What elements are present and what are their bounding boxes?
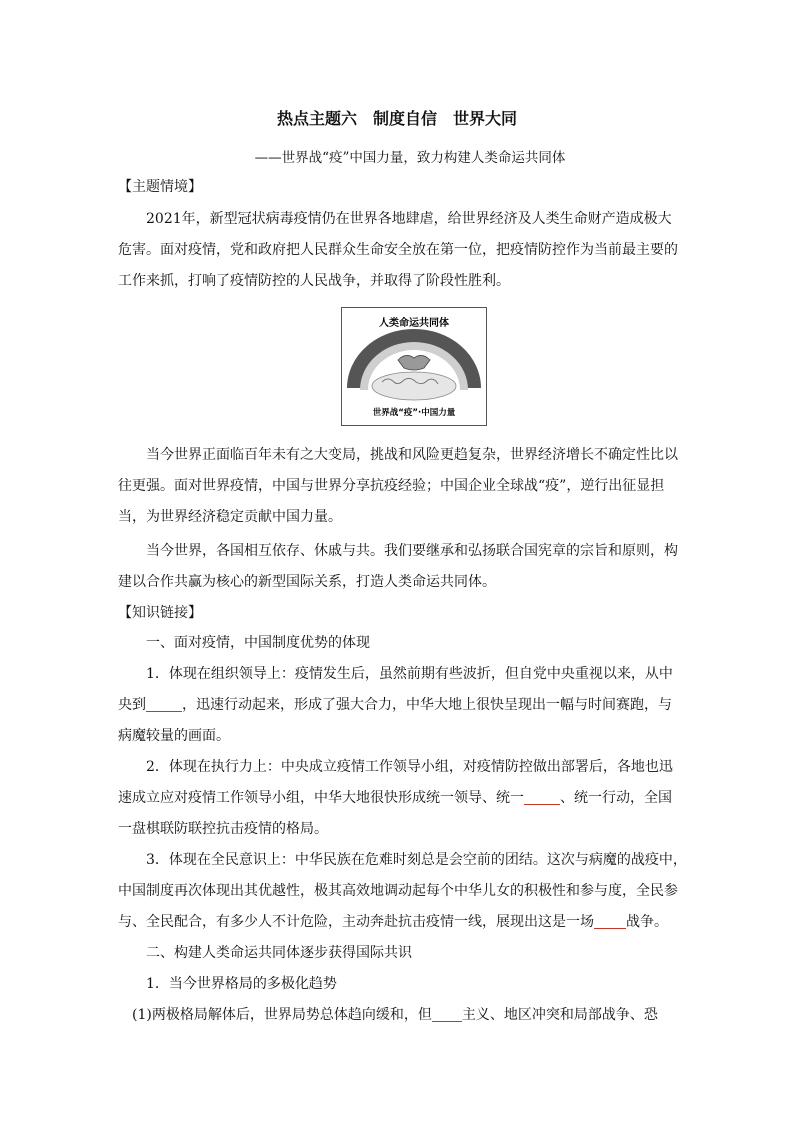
- text-line: [118, 907, 674, 938]
- world-map-icon: [372, 372, 456, 400]
- text-line: 3．体现在全民意识上：中华民族在危难时刻总是会空前的团结。这次与病魔的战疫中，: [146, 852, 687, 868]
- text-fragment: 与、全民配合，有多少人不计危险，主动奔赴抗击疫情一线，展现出这是一场: [118, 914, 594, 930]
- subheading-2-1: 1．当今世界格局的多极化趋势: [146, 976, 337, 992]
- text-line: 一盘棋联防联控抗击疫情的格局。: [118, 821, 328, 837]
- text-fragment: 、统一行动，全国: [560, 790, 672, 806]
- figure-top-label: 人类命运共同体: [379, 318, 449, 329]
- paragraph-intro: [118, 204, 678, 297]
- knowledge-block: [118, 628, 687, 1031]
- community-of-shared-future-illustration: [341, 307, 487, 426]
- text-line: 往更强。面对世界疫情，中国与世界分享抗疫经验；中国企业全球战“疫”，逆行出征显担: [118, 478, 665, 494]
- subheading-1: 一、面对疫情，中国制度优势的体现: [146, 635, 370, 651]
- text-fragment: ，迅速行动起来，形成了强大合力，中华大地上很快呈现出一幅与时间赛跑，与: [182, 697, 672, 713]
- section-heading-knowledge: 【知识链接】: [118, 605, 202, 621]
- text-fragment: 战争。: [626, 914, 668, 930]
- text-line: [118, 1000, 674, 1031]
- text-line: 建以合作共赢为核心的新型国际关系，打造人类命运共同体。: [118, 574, 496, 590]
- text-line: 病魔较量的画面。: [118, 728, 230, 744]
- text-line: 1．体现在组织领导上：疫情发生后，虽然前期有些波折，但自党中央重视以来，从中: [146, 666, 673, 682]
- handshake-icon: [398, 355, 430, 370]
- fill-blank: [146, 697, 182, 712]
- text-line: 工作来抓，打响了疫情防控的人民战争，并取得了阶段性胜利。: [118, 273, 510, 289]
- text-line: 2021年，新型冠状病毒疫情仍在世界各地肆虐，给世界经济及人类生命财产造成极大: [146, 211, 672, 227]
- text-line: 2．体现在执行力上：中央成立疫情工作领导小组，对疫情防控做出部署后，各地也迅: [146, 759, 673, 775]
- page-subtitle: ——世界战“疫”中国力量，致力构建人类命运共同体: [254, 150, 566, 166]
- text-fragment: 主义、地区冲突和局部战争、恐: [461, 1007, 658, 1023]
- fill-blank: [594, 914, 626, 929]
- text-line: 当，为世界经济稳定贡献中国力量。: [118, 509, 342, 525]
- text-fragment: 速成立应对疫情工作领导小组，中华大地很快形成统一领导、统一: [118, 790, 524, 806]
- text-line: 中国制度再次体现出其优越性，极其高效地调动起每个中华儿女的积极性和参与度，全民参: [118, 883, 678, 899]
- text-line: 当今世界，各国相互依存、休戚与共。我们要继承和弘扬联合国宪章的宗旨和原则，构: [146, 543, 678, 559]
- page-title: 热点主题六 制度自信 世界大同: [276, 109, 517, 128]
- figure-bottom-label: 世界战“疫”·中国力量: [372, 408, 456, 418]
- fill-blank: [432, 1007, 462, 1022]
- subheading-2: 二、构建人类命运共同体逐步获得国际共识: [146, 945, 412, 961]
- text-fragment: (1)两极格局解体后，世界局势总体趋向缓和，但: [132, 1007, 432, 1023]
- text-line: 危害。面对疫情，党和政府把人民群众生命安全放在第一位，把疫情防控作为当前最主要的: [118, 242, 678, 258]
- fill-blank: [524, 790, 560, 805]
- text-line: [118, 690, 674, 721]
- section-heading-topic: 【主题情境】: [118, 179, 202, 195]
- paragraph-shared-future: [118, 536, 678, 598]
- text-fragment: 央到: [118, 697, 146, 713]
- paragraph-world-change: [118, 440, 678, 533]
- text-line: 当今世界正面临百年未有之大变局，挑战和风险更趋复杂，世界经济增长不确定性比以: [146, 447, 678, 463]
- text-line: [118, 783, 674, 814]
